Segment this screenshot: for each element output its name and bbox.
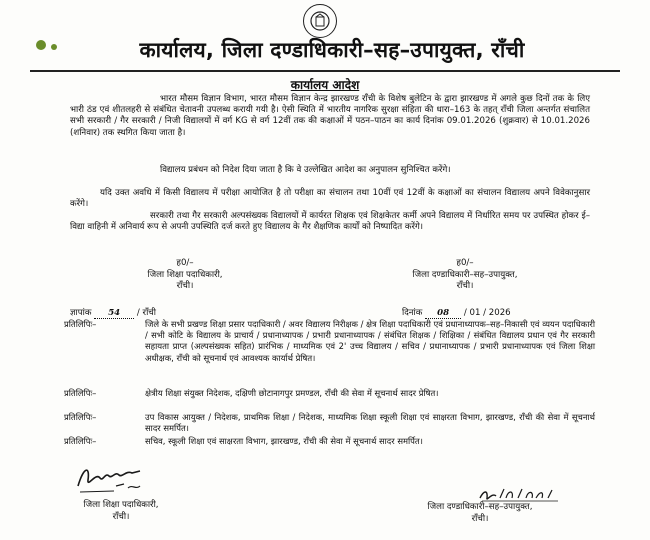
signatory-designation: जिला शिक्षा पदाधिकारी, (83, 500, 159, 510)
signatory-place: राँची। (471, 513, 489, 524)
signatory-designation: जिला दण्डाधिकारी–सह–उपायुक्त, (412, 269, 518, 280)
memo-number-line (70, 306, 156, 319)
order-paragraph-3: यदि उक्त अवधि में किसी विद्यालय में परीक्षा आयोजित है तो परीक्षा का संचालन तथा 10वीं एवं 12वीं के कक्षाओं का संचालन विद्यालय अपने विवेकानुसार करेंगे। (70, 188, 590, 210)
signatory-deputy-commissioner-top (390, 258, 540, 293)
copy-text: जिले के सभी प्रखण्ड शिक्षा प्रसार पदाधिकारी / अवर विद्यालय निरीक्षक / क्षेत्र शिक्षा पदाधिकारी एवं प्रधानाध्यापक–सह–निकासी एवं व्ययन पदाधिकारी / सभी कोटि के विद्यालय के प्राचार्य / प्रधानाध्यापक / प्रभारी प्रधानाध्यापक / संबंधित शिक्षक / शिक्षिका / संबंधित विद्यालय प्रधान एवं गैर सरकारी सहायता प्राप्त (अल्पसंख्यक सहित) प्रारंभिक / माध्यमिक एवं 2' उच्च विद्यालय / सचिव / प्रधानाध्यापक / प्रभारी प्रधानाध्यापक एवं जिला शिक्षा अधीक्षक, राँची को सूचनार्थ एवं आवश्यक कार्यार्थ प्रेषित। (145, 319, 595, 363)
copy-text: क्षेत्रीय शिक्षा संयुक्त निदेशक, दक्षिणी छोटानागपुर प्रमण्डल, राँची की सेवा में सूचनार्थ सादर प्रेषित। (145, 388, 439, 398)
memo-date-line (402, 306, 511, 319)
signed-mark: ह0/– (456, 258, 474, 268)
signatory-place: राँची। (112, 511, 130, 522)
header-divider (30, 70, 620, 72)
copy-text: सचिव, स्कूली शिक्षा एवं साक्षरता विभाग, झारखण्ड, राँची की सेवा में सूचनार्थ सादर समर्पित। (145, 436, 423, 446)
copy-label: प्रतिलिपिः– (64, 412, 97, 422)
office-title: कार्यालय, जिला दण्डाधिकारी–सह–उपायुक्त, राँची (139, 38, 525, 62)
order-paragraph-2: विद्यालय प्रबंधन को निदेश दिया जाता है कि वे उल्लेखित आदेश का अनुपालन सुनिश्चित करेंगे। (160, 165, 451, 175)
date-day: 08 (425, 308, 461, 319)
decorative-dot-small-icon (51, 44, 57, 50)
memo-suffix: / राँची (136, 308, 156, 318)
state-emblem-icon (303, 4, 337, 38)
order-paragraph-1: भारत मौसम विज्ञान विभाग, भारत मौसम विज्ञान केन्द्र झारखण्ड राँची के विशेष बुलेटिन के द्वारा झारखण्ड में अगले कुछ दिनों तक के लिए भारी ठंड एवं शीतलहरी से संबंधित चेतावनी उपलब्ध करायी गयी है। ऐसी स्थिति में भारतीय नागरिक सुरक्षा संहिता की धारा–163 के तहत् राँची जिला अन्तर्गत संचालित सभी सरकारी / गैर सरकारी / निजी विद्यालयों में वर्ग KG से वर्ग 12वीं तक की कक्षाओं में पठन–पाठन का कार्य दिनांक 09.01.2026 (शुक्रवार) से 10.01.2026 (शनिवार) तक स्थगित किया जाता है। (70, 94, 590, 138)
date-label: दिनांक (402, 308, 423, 318)
signatory-place: राँची। (176, 281, 194, 291)
copy-label: प्रतिलिपिः– (64, 319, 97, 329)
signatory-place: राँची। (456, 281, 474, 291)
copy-label: प्रतिलिपिः– (64, 388, 97, 398)
signatory-education-officer-top (120, 258, 250, 293)
date-rest: / 01 / 2026 (463, 308, 511, 318)
signatory-designation: जिला दण्डाधिकारी–सह–उपायुक्त, (427, 502, 533, 512)
order-heading: कार्यालय आदेश (290, 78, 360, 92)
copy-label: प्रतिलिपिः– (64, 436, 97, 446)
signatory-deputy-commissioner-bottom (390, 502, 570, 525)
copy-text: उप विकास आयुक्त / निदेशक, प्राथमिक शिक्षा / निदेशक, माध्यमिक शिक्षा स्कूली शिक्षा एवं साक्षरता विभाग, झारखण्ड, राँची की सेवा में सूचनार्थ सादर समर्पित। (145, 412, 595, 434)
memo-label: ज्ञापांक (70, 308, 92, 318)
signatory-designation: जिला शिक्षा पदाधिकारी, (147, 269, 223, 280)
handwritten-signature (74, 458, 154, 498)
signed-mark: ह0/– (176, 258, 194, 268)
decorative-dot-icon (36, 40, 46, 50)
signatory-education-officer-bottom (56, 500, 186, 523)
memo-number: 54 (94, 308, 134, 319)
order-paragraph-4: सरकारी तथा गैर सरकारी अल्पसंख्यक विद्यालयों में कार्यरत शिक्षक एवं शिक्षकेतर कर्मी अपने विद्यालय में निर्धारित समय पर उपस्थित होकर ई–विद्या वाहिनी में अनिवार्य रूप से अपनी उपस्थिति दर्ज करते हुए विद्यालय के गैर शैक्षणिक कार्यों को निष्पादित करेंगे। (70, 211, 590, 233)
